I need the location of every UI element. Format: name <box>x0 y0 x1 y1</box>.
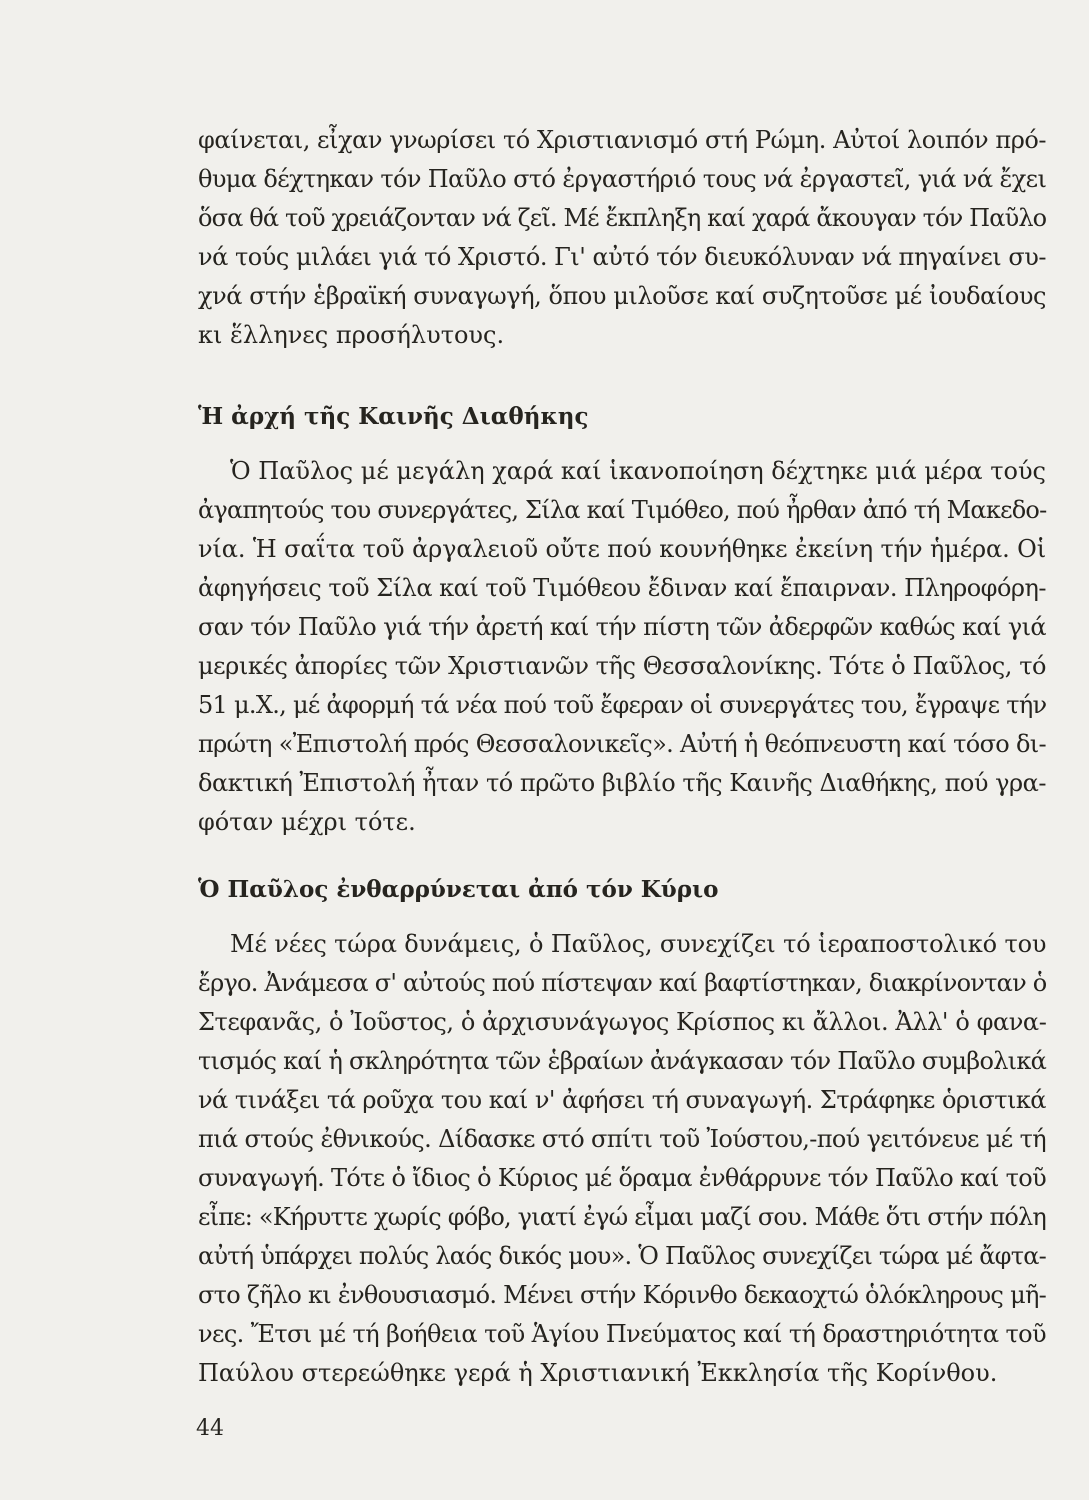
paragraph-line: νά τινάξει τά ροῦχα του καί ν' ἀφήσει τή συναγωγή. Στράφηκε ὁριστικά <box>198 1086 1046 1114</box>
paragraph-line: σαν τόν Παῦλο γιά τήν ἀρετή καί τήν πίστη τῶν ἀδερφῶν καθώς καί γιά <box>198 613 1046 641</box>
paragraph-line: ἔργο. Ἀνάμεσα σ' αὐτούς πού πίστεψαν καί βαφτίστηκαν, διακρίνονταν ὁ <box>198 969 1047 997</box>
page-number: 44 <box>196 1416 224 1441</box>
paragraph-line: συναγωγή. Τότε ὁ ἴδιος ὁ Κύριος μέ ὅραμα ἐνθάρρυνε τόν Παῦλο καί τοῦ <box>198 1164 1046 1192</box>
paragraph-line: ὅσα θά τοῦ χρειάζονταν νά ζεῖ. Μέ ἔκπληξη καί χαρά ἄκουγαν τόν Παῦλο <box>198 204 1047 232</box>
paragraph-line: Ὁ Παῦλος μέ μεγάλη χαρά καί ἱκανοποίηση δέχτηκε μιά μέρα τούς <box>230 457 1046 485</box>
paragraph-line: νες. Ἔτσι μέ τή βοήθεια τοῦ Ἁγίου Πνεύματος καί τή δραστηριότητα τοῦ <box>198 1320 1046 1348</box>
paragraph-line: στο ζῆλο κι ἐνθουσιασμό. Μένει στήν Κόρινθο δεκαοχτώ ὁλόκληρους μῆ- <box>198 1281 1047 1309</box>
paragraph-line: πιά στούς ἐθνικούς. Δίδασκε στό σπίτι τοῦ Ἰούστου,-πού γειτόνευε μέ τή <box>198 1125 1046 1153</box>
paragraph-line: νά τούς μιλάει γιά τό Χριστό. Γι' αὐτό τόν διευκόλυναν νά πηγαίνει συ- <box>198 243 1046 271</box>
section-heading: Ὁ Παῦλος ἐνθαρρύνεται ἀπό τόν Κύριο <box>198 876 719 903</box>
paragraph-line: Παύλου στερεώθηκε γερά ἡ Χριστιανική Ἐκκλησία τῆς Κορίνθου. <box>198 1359 998 1387</box>
paragraph-line: εἶπε: «Κήρυττε χωρίς φόβο, γιατί ἐγώ εἶμαι μαζί σου. Μάθε ὅτι στήν πόλη <box>198 1203 1046 1231</box>
paragraph-line: ἀφηγήσεις τοῦ Σίλα καί τοῦ Τιμόθεου ἔδιναν καί ἔπαιρναν. Πληροφόρη- <box>198 574 1046 602</box>
paragraph-line: πρώτη «Ἐπιστολή πρός Θεσσαλονικεῖς». Αὐτή ἡ θεόπνευστη καί τόσο δι- <box>198 730 1046 758</box>
section-heading: Ἡ ἀρχή τῆς Καινῆς Διαθήκης <box>198 403 589 430</box>
paragraph-line: μερικές ἀπορίες τῶν Χριστιανῶν τῆς Θεσσαλονίκης. Τότε ὁ Παῦλος, τό <box>198 652 1047 680</box>
paragraph-line: Μέ νέες τώρα δυνάμεις, ὁ Παῦλος, συνεχίζει τό ἱεραποστολικό του <box>230 930 1047 958</box>
paragraph-line: δακτική Ἐπιστολή ἦταν τό πρῶτο βιβλίο τῆς Καινῆς Διαθήκης, πού γρα- <box>198 769 1046 797</box>
paragraph-line: φαίνεται, εἶχαν γνωρίσει τό Χριστιανισμό στή Ρώμη. Αὐτοί λοιπόν πρό- <box>198 126 1046 154</box>
paragraph-line: κι ἕλληνες προσήλυτους. <box>198 321 505 349</box>
paragraph-line: τισμός καί ἡ σκληρότητα τῶν ἑβραίων ἀνάγκασαν τόν Παῦλο συμβολικά <box>198 1047 1047 1075</box>
paragraph-line: 51 μ.Χ., μέ ἀφορμή τά νέα πού τοῦ ἔφεραν οἱ συνεργάτες του, ἔγραψε τήν <box>198 691 1047 719</box>
paragraph-line: ἀγαπητούς του συνεργάτες, Σίλα καί Τιμόθεο, πού ἦρθαν ἀπό τή Μακεδο- <box>198 496 1047 524</box>
paragraph-line: θυμα δέχτηκαν τόν Παῦλο στό ἐργαστήριό τους νά ἐργαστεῖ, γιά νά ἔχει <box>198 165 1047 193</box>
paragraph-line: Στεφανᾶς, ὁ Ἰοῦστος, ὁ ἀρχισυνάγωγος Κρίσπος κι ἄλλοι. Ἀλλ' ὁ φανα- <box>198 1008 1047 1036</box>
paragraph-line: φόταν μέχρι τότε. <box>198 808 416 836</box>
paragraph-line: αὐτή ὑπάρχει πολύς λαός δικός μου». Ὁ Παῦλος συνεχίζει τώρα μέ ἄφτα- <box>198 1242 1046 1270</box>
paragraph-line: χνά στήν ἑβραϊκή συναγωγή, ὅπου μιλοῦσε καί συζητοῦσε μέ ἰουδαίους <box>198 282 1046 310</box>
paragraph-line: νία. Ἡ σαΐτα τοῦ ἀργαλειοῦ οὔτε πού κουνήθηκε ἐκείνη τήν ἡμέρα. Οἱ <box>198 535 1046 563</box>
